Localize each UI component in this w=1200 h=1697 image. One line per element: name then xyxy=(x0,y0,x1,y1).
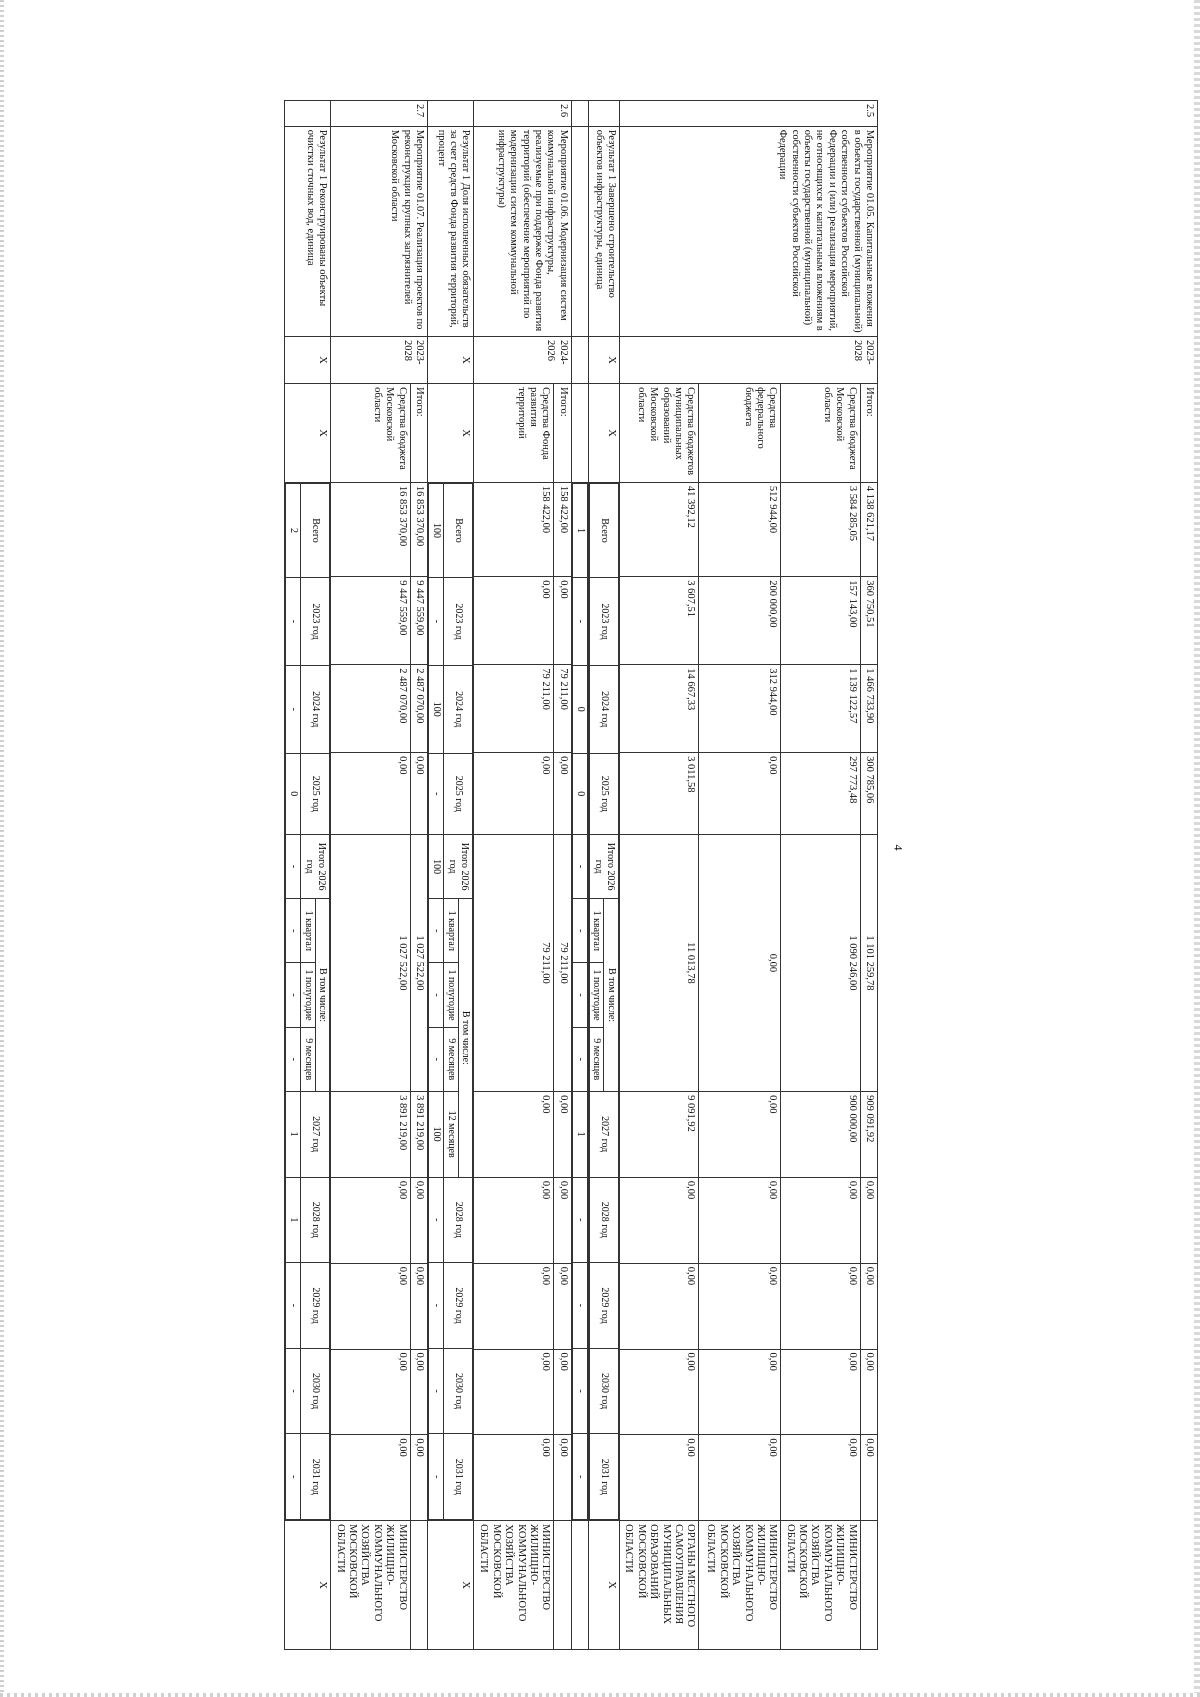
amount-2030: 0,00 xyxy=(620,1349,699,1435)
value-2027: 1 xyxy=(572,1091,587,1177)
responsible: ОРГАНЫ МЕСТНОГО САМОУПРАВЛЕНИЯ МУНИЦИПАЛЬНЫХ ОБРАЗОВАНИЙ МОСКОВСКОЙ ОБЛАСТИ xyxy=(620,1521,699,1650)
result-values-block xyxy=(571,482,588,1520)
measure-years: 2023-2028 xyxy=(331,336,428,383)
value-2028: 1 xyxy=(285,1177,300,1263)
amount-2027: 0,00 xyxy=(474,1092,554,1178)
amount-2026: 1 090 246,00 xyxy=(781,834,860,1091)
hdr-2024: 2024 год xyxy=(300,665,330,753)
hdr-2025: 2025 год xyxy=(589,753,619,834)
funding-source: Итого: xyxy=(410,384,427,483)
table-row xyxy=(554,101,571,1650)
hdr-2023: 2023 год xyxy=(589,578,619,666)
funding-source: Средства федерального бюджета xyxy=(699,384,781,483)
value-2024: 100 xyxy=(428,665,443,753)
table-row xyxy=(410,101,427,1650)
amount-2030: 0,00 xyxy=(331,1349,410,1435)
amount-2031: 0,00 xyxy=(781,1435,860,1521)
responsible: МИНИСТЕРСТВО ЖИЛИЩНО-КОММУНАЛЬНОГО ХОЗЯЙСТВА МОСКОВСКОЙ ОБЛАСТИ xyxy=(699,1521,781,1650)
amount-2031: 0,00 xyxy=(410,1435,427,1521)
amount-2028: 0,00 xyxy=(410,1177,427,1263)
amount-2024: 79 211,00 xyxy=(554,665,571,753)
responsible xyxy=(554,1521,571,1650)
responsible: МИНИСТЕРСТВО ЖИЛИЩНО-КОММУНАЛЬНОГО ХОЗЯЙСТВА МОСКОВСКОЙ ОБЛАСТИ xyxy=(331,1521,410,1650)
value-9m: - xyxy=(285,1027,300,1091)
value-2028: - xyxy=(572,1177,587,1263)
hdr-2025: 2025 год xyxy=(443,753,473,834)
amount-2025: 300 785,06 xyxy=(860,753,877,835)
amount-total: 16 853 370,00 xyxy=(331,482,410,576)
hdr-q1: 1 квартал xyxy=(300,899,315,963)
amount-2031: 0,00 xyxy=(620,1435,699,1521)
amount-2025: 0,00 xyxy=(410,753,427,835)
measure-name: Мероприятие 01.07. Реализация проектов по реконструкции крупных загрязнителей Московской области xyxy=(331,126,428,336)
value-2023: - xyxy=(572,578,587,666)
value-2030: - xyxy=(572,1348,587,1434)
value-q1: - xyxy=(572,899,587,963)
hdr-h1: 1 полугодие xyxy=(589,963,604,1027)
value-2030: - xyxy=(428,1348,443,1434)
hdr-2026: Итого 2026 год xyxy=(300,834,330,898)
result-values-table xyxy=(589,483,620,1520)
result-values-row xyxy=(571,101,588,1650)
amount-total: 4 138 621,17 xyxy=(860,482,877,576)
amount-2030: 0,00 xyxy=(781,1349,860,1435)
amount-total: 3 584 285,05 xyxy=(781,482,860,576)
value-9m: - xyxy=(572,1027,587,1091)
measure-years: 2023-2028 xyxy=(620,336,878,383)
amount-2024: 2 487 070,00 xyxy=(331,665,410,753)
result-source-x: X xyxy=(284,384,330,483)
scan-edge-left xyxy=(0,0,4,1697)
amount-2029: 0,00 xyxy=(781,1263,860,1349)
amount-2023: 9 447 559,00 xyxy=(410,577,427,665)
amount-2028: 0,00 xyxy=(331,1177,410,1263)
result-name: Результат 1 Реконструированы объекты очистки сточных вод, единица xyxy=(284,126,330,336)
measure-name: Мероприятие 01.06. Модернизация систем коммунальной инфраструктуры, реализуемые при поддержке Фонда развития территорий (обеспечение мероприятий по модернизации систем коммунальной инфраструктуры) xyxy=(474,126,571,336)
amount-2027: 0,00 xyxy=(699,1092,781,1178)
value-h1: - xyxy=(428,963,443,1027)
value-2029: - xyxy=(428,1263,443,1349)
amount-2030: 0,00 xyxy=(554,1349,571,1435)
amount-2026: 11 013,78 xyxy=(620,834,699,1091)
amount-total: 158 422,00 xyxy=(474,482,554,576)
result-row xyxy=(427,101,473,1650)
amount-2031: 0,00 xyxy=(860,1435,877,1521)
funding-source: Средства бюджета Московской области xyxy=(331,384,410,483)
amount-2023: 157 143,00 xyxy=(781,577,860,665)
hdr-2025: 2025 год xyxy=(300,753,330,834)
amount-2031: 0,00 xyxy=(331,1435,410,1521)
amount-2023: 3 607,51 xyxy=(620,577,699,665)
amount-total: 16 853 370,00 xyxy=(410,482,427,576)
amount-2026: 0,00 xyxy=(699,834,781,1091)
responsible xyxy=(860,1521,877,1650)
amount-2028: 0,00 xyxy=(554,1177,571,1263)
value-q1: - xyxy=(428,899,443,963)
hdr-2026: Итого 2026 год xyxy=(443,834,473,898)
responsible xyxy=(410,1521,427,1650)
value-total: 1 xyxy=(572,483,587,577)
hdr-total: Всего xyxy=(589,483,619,577)
amount-2030: 0,00 xyxy=(474,1349,554,1435)
value-total: 100 xyxy=(428,483,443,577)
value-q1: - xyxy=(285,899,300,963)
hdr-q1: 1 квартал xyxy=(589,899,604,963)
hdr-including: В том числе: xyxy=(604,899,619,1092)
row-number xyxy=(284,101,330,127)
amount-2026: 1 027 522,00 xyxy=(410,834,427,1091)
result-values-block xyxy=(427,482,473,1520)
value-2029: - xyxy=(285,1263,300,1349)
amount-2029: 0,00 xyxy=(474,1263,554,1349)
hdr-2031: 2031 год xyxy=(589,1434,619,1520)
amount-2026: 79 211,00 xyxy=(554,834,571,1091)
hdr-2024: 2024 год xyxy=(589,665,619,753)
row-number xyxy=(427,101,473,127)
amount-2027: 9 091,92 xyxy=(620,1092,699,1178)
amount-2028: 0,00 xyxy=(699,1177,781,1263)
hdr-2029: 2029 год xyxy=(300,1263,330,1349)
value-2031: - xyxy=(285,1434,300,1520)
amount-2025: 297 773,48 xyxy=(781,753,860,835)
amount-2031: 0,00 xyxy=(699,1435,781,1521)
value-2025: 0 xyxy=(572,753,587,834)
value-total: 2 xyxy=(285,483,300,577)
funding-source: Итого: xyxy=(860,384,877,483)
result-responsible-x: X xyxy=(427,1521,473,1650)
amount-2024: 1 139 122,57 xyxy=(781,665,860,753)
value-2031: - xyxy=(428,1434,443,1520)
value-2024: 0 xyxy=(572,665,587,753)
amount-2025: 0,00 xyxy=(331,753,410,835)
amount-2027: 900 000,00 xyxy=(781,1092,860,1178)
amount-2023: 9 447 559,00 xyxy=(331,577,410,665)
amount-2028: 0,00 xyxy=(474,1177,554,1263)
value-12m: 100 xyxy=(428,1091,443,1177)
value-2023: - xyxy=(428,578,443,666)
amount-2025: 0,00 xyxy=(554,753,571,835)
amount-2026: 1 027 522,00 xyxy=(331,834,410,1091)
value-2029: - xyxy=(572,1263,587,1349)
amount-total: 158 422,00 xyxy=(554,482,571,576)
hdr-2031: 2031 год xyxy=(443,1434,473,1520)
row-number: 2.5 xyxy=(620,101,878,127)
result-values-block xyxy=(284,482,330,1520)
amount-2024: 14 667,33 xyxy=(620,665,699,753)
amount-2027: 3 891 219,00 xyxy=(331,1092,410,1178)
result-row xyxy=(588,101,620,1650)
measure-years: 2024-2026 xyxy=(474,336,571,383)
value-2028: - xyxy=(428,1177,443,1263)
value-h1: - xyxy=(572,963,587,1027)
hdr-9m: 9 месяцев xyxy=(300,1027,315,1091)
amount-2030: 0,00 xyxy=(699,1349,781,1435)
row-number xyxy=(588,101,620,127)
amount-2031: 0,00 xyxy=(474,1435,554,1521)
result-source-x: X xyxy=(427,384,473,483)
amount-2024: 1 466 733,90 xyxy=(860,665,877,753)
amount-2028: 0,00 xyxy=(781,1177,860,1263)
hdr-h1: 1 полугодие xyxy=(443,963,458,1027)
responsible: МИНИСТЕРСТВО ЖИЛИЩНО-КОММУНАЛЬНОГО ХОЗЯЙСТВА МОСКОВСКОЙ ОБЛАСТИ xyxy=(781,1521,860,1650)
result-responsible-x: X xyxy=(588,1521,620,1650)
value-h1: - xyxy=(285,963,300,1027)
amount-2029: 0,00 xyxy=(620,1263,699,1349)
amount-2029: 0,00 xyxy=(410,1263,427,1349)
amount-2029: 0,00 xyxy=(331,1263,410,1349)
amount-2023: 360 750,51 xyxy=(860,577,877,665)
amount-2027: 0,00 xyxy=(554,1092,571,1178)
amount-2027: 3 891 219,00 xyxy=(410,1092,427,1178)
hdr-2028: 2028 год xyxy=(443,1177,473,1263)
measure-name: Мероприятие 01.05. Капитальные вложения в объекты государственной (муниципальной) собственности субъектов Российской Федерации и (или) реализация мероприятий, не относящихся к капитальным вложениям в объекты государственной (муниципальной) собственности субъектов Российской Федерации xyxy=(620,126,878,336)
amount-total: 512 944,00 xyxy=(699,482,781,576)
value-2030: - xyxy=(285,1348,300,1434)
amount-2030: 0,00 xyxy=(860,1349,877,1435)
hdr-9m: 9 месяцев xyxy=(589,1027,604,1091)
row-number: 2.7 xyxy=(331,101,428,127)
result-years-x: X xyxy=(284,336,330,383)
amount-2024: 2 487 070,00 xyxy=(410,665,427,753)
hdr-12m: 12 месяцев xyxy=(443,1091,458,1177)
amount-2026: 79 211,00 xyxy=(474,834,554,1091)
result-name: Результат 1 Завершено строительство объектов инфраструктуры, единица xyxy=(588,126,620,336)
scan-edge-right xyxy=(1194,0,1200,1697)
result-years-x: X xyxy=(588,336,620,383)
result-source-x: X xyxy=(588,384,620,483)
amount-2030: 0,00 xyxy=(410,1349,427,1435)
hdr-including: В том числе: xyxy=(458,899,473,1177)
hdr-2030: 2030 год xyxy=(443,1348,473,1434)
hdr-h1: 1 полугодие xyxy=(300,963,315,1027)
table-row xyxy=(860,101,877,1650)
amount-2025: 0,00 xyxy=(699,753,781,835)
result-years-x: X xyxy=(427,336,473,383)
scan-edge-bottom xyxy=(0,1693,1200,1697)
amount-2023: 0,00 xyxy=(554,577,571,665)
row-number: 2.6 xyxy=(474,101,571,127)
funding-source: Средства бюджета Московской области xyxy=(781,384,860,483)
amount-total: 41 392,12 xyxy=(620,482,699,576)
value-2027: 1 xyxy=(285,1091,300,1177)
financing-table xyxy=(284,100,878,1650)
result-name: Результат 1 Доля исполненных обязательств за счет средств Фонда развития территорий, процент xyxy=(427,126,473,336)
result-row xyxy=(284,101,330,1650)
amount-2023: 200 000,00 xyxy=(699,577,781,665)
result-values-block xyxy=(588,482,620,1520)
hdr-2023: 2023 год xyxy=(300,578,330,666)
amount-2028: 0,00 xyxy=(620,1177,699,1263)
value-2023: - xyxy=(285,578,300,666)
hdr-2030: 2030 год xyxy=(300,1348,330,1434)
amount-2025: 3 011,58 xyxy=(620,753,699,835)
hdr-total: Всего xyxy=(300,483,330,577)
amount-2024: 312 944,00 xyxy=(699,665,781,753)
value-9m: - xyxy=(428,1027,443,1091)
amount-2029: 0,00 xyxy=(554,1263,571,1349)
value-2025: - xyxy=(428,753,443,834)
hdr-2027: 2027 год xyxy=(300,1091,330,1177)
hdr-2028: 2028 год xyxy=(589,1177,619,1263)
hdr-2029: 2029 год xyxy=(443,1263,473,1349)
hdr-2029: 2029 год xyxy=(589,1263,619,1349)
value-2024: - xyxy=(285,665,300,753)
hdr-total: Всего xyxy=(443,483,473,577)
amount-2028: 0,00 xyxy=(860,1177,877,1263)
amount-2025: 0,00 xyxy=(474,753,554,835)
amount-2029: 0,00 xyxy=(699,1263,781,1349)
amount-2029: 0,00 xyxy=(860,1263,877,1349)
value-2026: - xyxy=(285,834,300,898)
hdr-2027: 2027 год xyxy=(589,1091,619,1177)
amount-2026: 1 101 259,78 xyxy=(860,834,877,1091)
rotated-table-wrapper xyxy=(148,100,878,1650)
page-number: 4 xyxy=(891,844,906,851)
hdr-2030: 2030 год xyxy=(589,1348,619,1434)
value-2031: - xyxy=(572,1434,587,1520)
funding-source: Средства бюджетов муниципальных образований Московской области xyxy=(620,384,699,483)
hdr-2026: Итого 2026 год xyxy=(589,834,619,898)
amount-2027: 909 091,92 xyxy=(860,1092,877,1178)
funding-source: Средства Фонда развития территорий xyxy=(474,384,554,483)
responsible: МИНИСТЕРСТВО ЖИЛИЩНО-КОММУНАЛЬНОГО ХОЗЯЙСТВА МОСКОВСКОЙ ОБЛАСТИ xyxy=(474,1521,554,1650)
amount-2023: 0,00 xyxy=(474,577,554,665)
hdr-including: В том числе: xyxy=(315,899,330,1092)
result-responsible-x: X xyxy=(284,1521,330,1650)
value-2025: 0 xyxy=(285,753,300,834)
hdr-2028: 2028 год xyxy=(300,1177,330,1263)
funding-source: Итого: xyxy=(554,384,571,483)
value-2026: 100 xyxy=(428,834,443,898)
hdr-q1: 1 квартал xyxy=(443,899,458,963)
amount-2024: 79 211,00 xyxy=(474,665,554,753)
hdr-2031: 2031 год xyxy=(300,1434,330,1520)
hdr-9m: 9 месяцев xyxy=(443,1027,458,1091)
hdr-2023: 2023 год xyxy=(443,578,473,666)
amount-2031: 0,00 xyxy=(554,1435,571,1521)
hdr-2024: 2024 год xyxy=(443,665,473,753)
value-2026: - xyxy=(572,834,587,898)
